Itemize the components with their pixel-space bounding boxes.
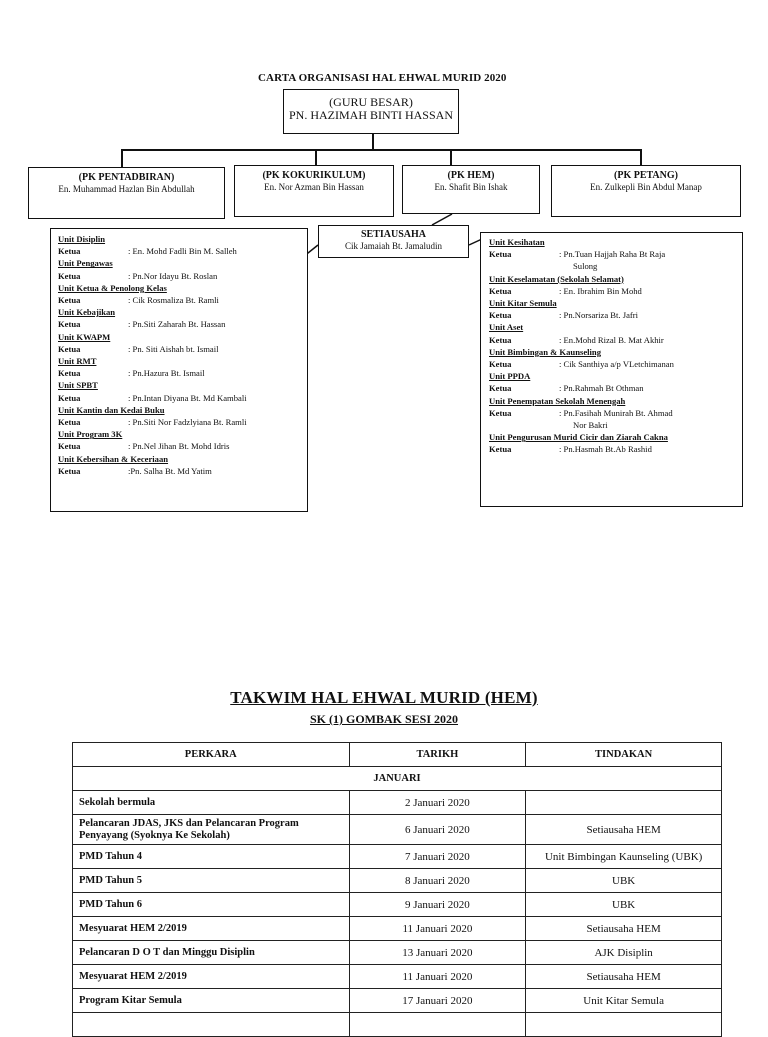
cell-tarikh: 2 Januari 2020	[349, 791, 526, 815]
calendar-row	[73, 1013, 722, 1037]
pk-name: En. Zulkepli Bin Abdul Manap	[590, 182, 702, 192]
secretary-role: SETIAUSAHA	[360, 229, 427, 240]
cell-tarikh: 8 Januari 2020	[349, 869, 526, 893]
left-units-box	[50, 228, 308, 512]
cell-tindakan	[526, 791, 722, 815]
unit-name: Unit Ketua & Penolong Kelas	[58, 282, 167, 293]
secretary-name: Cik Jamaiah Bt. Jamaludin	[345, 241, 442, 251]
unit-head-name: : Pn. Siti Aishah bt. Ismail	[128, 343, 219, 354]
header-perkara: PERKARA	[73, 743, 350, 767]
unit-head-row	[58, 294, 301, 306]
unit-name: Unit Disiplin	[58, 234, 106, 244]
unit-name: Unit KWAPM	[58, 331, 111, 342]
calendar-row	[73, 965, 722, 989]
month-label: JANUARI	[73, 767, 722, 791]
unit-head-row	[58, 440, 301, 452]
cell-tarikh: 17 Januari 2020	[349, 989, 526, 1013]
unit-head-name: : En.Mohd Rizal B. Mat Akhir	[559, 334, 664, 345]
unit-head-row	[489, 358, 736, 370]
unit-name: Unit Kantin dan Kedai Buku	[58, 404, 165, 415]
unit-head-key: Ketua	[58, 343, 81, 354]
unit-head-name: : En. Ibrahim Bin Mohd	[559, 285, 642, 296]
spacer	[489, 260, 559, 272]
unit-head-row	[489, 382, 736, 394]
pk-role: (PK PENTADBIRAN)	[78, 172, 175, 183]
cell-tindakan: Unit Bimbingan Kaunseling (UBK)	[526, 845, 722, 869]
calendar-title: TAKWIM HAL EHWAL MURID (HEM)	[230, 688, 538, 707]
unit-head-name-cont: Nor Bakri	[573, 420, 608, 431]
unit-head-row-cont	[489, 419, 736, 431]
calendar-row	[73, 893, 722, 917]
unit-name: Unit PPDA	[489, 371, 531, 382]
unit-head-key: Ketua	[489, 444, 512, 455]
unit-head-key: Ketua	[489, 334, 512, 345]
unit-head-name: : Pn.Nor Idayu Bt. Roslan	[128, 270, 218, 281]
unit-name: Unit Penempatan Sekolah Menengah	[489, 395, 626, 406]
unit-head-key: Ketua	[58, 295, 81, 306]
right-units-box	[480, 232, 743, 507]
calendar-row	[73, 791, 722, 815]
unit-head-name: : Cik Santhiya a/p VLetchimanan	[559, 359, 674, 370]
pk-name: En. Shafit Bin Ishak	[434, 182, 508, 192]
unit-head-row	[489, 334, 736, 346]
cell-perkara: Mesyuarat HEM 2/2019	[73, 917, 350, 941]
unit-head-key: Ketua	[58, 270, 81, 281]
unit-head-row	[58, 367, 301, 379]
cell-perkara	[73, 1013, 350, 1037]
unit-head-name: : Pn.Siti Zaharah Bt. Hassan	[128, 319, 226, 330]
unit-head-key: Ketua	[58, 441, 81, 452]
unit-head-row	[489, 309, 736, 321]
unit-head-key: Ketua	[489, 310, 512, 321]
unit-name: Unit Aset	[489, 322, 524, 333]
unit-head-key: Ketua	[58, 319, 81, 330]
unit-head-row-cont	[489, 260, 736, 272]
cell-tarikh	[349, 1013, 526, 1037]
cell-tindakan: UBK	[526, 869, 722, 893]
pk-role: (PK PETANG)	[614, 170, 678, 181]
unit-name: Unit SPBT	[58, 380, 98, 391]
unit-head-key: Ketua	[489, 407, 512, 418]
unit-head-row	[58, 343, 301, 355]
unit-head-key: Ketua	[489, 383, 512, 394]
unit-name: Unit Pengurusan Murid Cicir dan Ziarah Cakna	[489, 432, 668, 443]
unit-head-key: Ketua	[489, 359, 512, 370]
cell-perkara: PMD Tahun 6	[73, 893, 350, 917]
cell-tindakan	[526, 1013, 722, 1037]
unit-head-name: : Pn.Siti Nor Fadzlyiana Bt. Ramli	[128, 417, 247, 428]
cell-tarikh: 9 Januari 2020	[349, 893, 526, 917]
cell-tindakan: Unit Kitar Semula	[526, 989, 722, 1013]
pk-role: (PK HEM)	[447, 170, 495, 181]
calendar-row	[73, 845, 722, 869]
header-tindakan: TINDAKAN	[526, 743, 722, 767]
unit-head-row	[489, 407, 736, 419]
unit-name: Unit Pengawas	[58, 258, 113, 269]
pk-name: En. Nor Azman Bin Hassan	[264, 182, 364, 192]
cell-perkara: Pelancaran D O T dan Minggu Disiplin	[73, 941, 350, 965]
cell-perkara: Sekolah bermula	[73, 791, 350, 815]
cell-perkara: Program Kitar Semula	[73, 989, 350, 1013]
cell-tarikh: 6 Januari 2020	[349, 815, 526, 845]
cell-tindakan: UBK	[526, 893, 722, 917]
unit-head-row	[489, 443, 736, 455]
unit-head-name: : Pn.Nel Jihan Bt. Mohd Idris	[128, 441, 230, 452]
unit-head-name: : Pn.Hasmah Bt.Ab Rashid	[559, 444, 652, 455]
unit-head-name: : Pn.Tuan Hajjah Raha Bt Raja	[559, 249, 666, 260]
unit-name: Unit Bimbingan & Kaunseling	[489, 346, 601, 357]
head-teacher-role: (GURU BESAR)	[329, 95, 413, 109]
unit-head-name: : Pn.Hazura Bt. Ismail	[128, 368, 205, 379]
unit-head-name: :Pn. Salha Bt. Md Yatim	[128, 465, 212, 476]
unit-head-row	[58, 392, 301, 404]
unit-head-row	[489, 248, 736, 260]
unit-name: Unit RMT	[58, 356, 97, 367]
unit-head-row	[58, 465, 301, 477]
header-tarikh: TARIKH	[349, 743, 526, 767]
cell-tindakan: Setiausaha HEM	[526, 815, 722, 845]
unit-head-key: Ketua	[489, 285, 512, 296]
unit-head-key: Ketua	[489, 249, 512, 260]
cell-tarikh: 11 Januari 2020	[349, 917, 526, 941]
unit-head-name: : Pn.Fasihah Munirah Bt. Ahmad	[559, 407, 673, 418]
unit-name: Unit Program 3K	[58, 429, 123, 440]
unit-head-name: : Pn.Norsariza Bt. Jafri	[559, 310, 638, 321]
calendar-row	[73, 989, 722, 1013]
cell-tarikh: 7 Januari 2020	[349, 845, 526, 869]
cell-tarikh: 13 Januari 2020	[349, 941, 526, 965]
unit-head-row	[58, 270, 301, 282]
org-chart-title: CARTA ORGANISASI HAL EHWAL MURID 2020	[258, 72, 507, 84]
unit-head-key: Ketua	[58, 417, 81, 428]
cell-tindakan: AJK Disiplin	[526, 941, 722, 965]
pk-name: En. Muhammad Hazlan Bin Abdullah	[58, 184, 195, 194]
calendar-row	[73, 941, 722, 965]
unit-head-key: Ketua	[58, 246, 81, 257]
unit-name: Unit Keselamatan (Sekolah Selamat)	[489, 273, 624, 284]
calendar-row	[73, 917, 722, 941]
calendar-subtitle: SK (1) GOMBAK SESI 2020	[309, 712, 459, 726]
cell-tarikh: 11 Januari 2020	[349, 965, 526, 989]
unit-name: Unit Kebajikan	[58, 307, 116, 318]
unit-name: Unit Kesihatan	[489, 237, 545, 247]
unit-name: Unit Kebersihan & Keceriaan	[58, 453, 169, 464]
secretary-box	[318, 225, 469, 258]
unit-head-row	[58, 318, 301, 330]
calendar-table	[72, 742, 722, 1037]
cell-perkara: PMD Tahun 5	[73, 869, 350, 893]
unit-head-row	[58, 245, 301, 257]
calendar-row	[73, 869, 722, 893]
unit-head-name: : Cik Rosmaliza Bt. Ramli	[128, 295, 219, 306]
unit-head-row	[58, 416, 301, 428]
unit-head-key: Ketua	[58, 392, 81, 403]
unit-head-row	[489, 285, 736, 297]
calendar-row	[73, 815, 722, 845]
cell-perkara: PMD Tahun 4	[73, 845, 350, 869]
unit-head-key: Ketua	[58, 465, 81, 476]
unit-head-name: : En. Mohd Fadli Bin M. Salleh	[128, 246, 237, 257]
cell-perkara: Mesyuarat HEM 2/2019	[73, 965, 350, 989]
cell-tindakan: Setiausaha HEM	[526, 965, 722, 989]
spacer	[489, 419, 559, 431]
cell-tindakan: Setiausaha HEM	[526, 917, 722, 941]
unit-head-name: : Pn.Intan Diyana Bt. Md Kambali	[128, 392, 247, 403]
head-teacher-name: PN. HAZIMAH BINTI HASSAN	[288, 108, 453, 122]
unit-head-name-cont: Sulong	[573, 261, 598, 272]
pk-role: (PK KOKURIKULUM)	[262, 170, 366, 181]
cell-perkara: Pelancaran JDAS, JKS dan Pelancaran Program Penyayang (Syoknya Ke Sekolah)	[73, 815, 350, 845]
unit-head-name: : Pn.Rahmah Bt Othman	[559, 383, 644, 394]
unit-head-key: Ketua	[58, 368, 81, 379]
unit-name: Unit Kitar Semula	[489, 298, 557, 309]
